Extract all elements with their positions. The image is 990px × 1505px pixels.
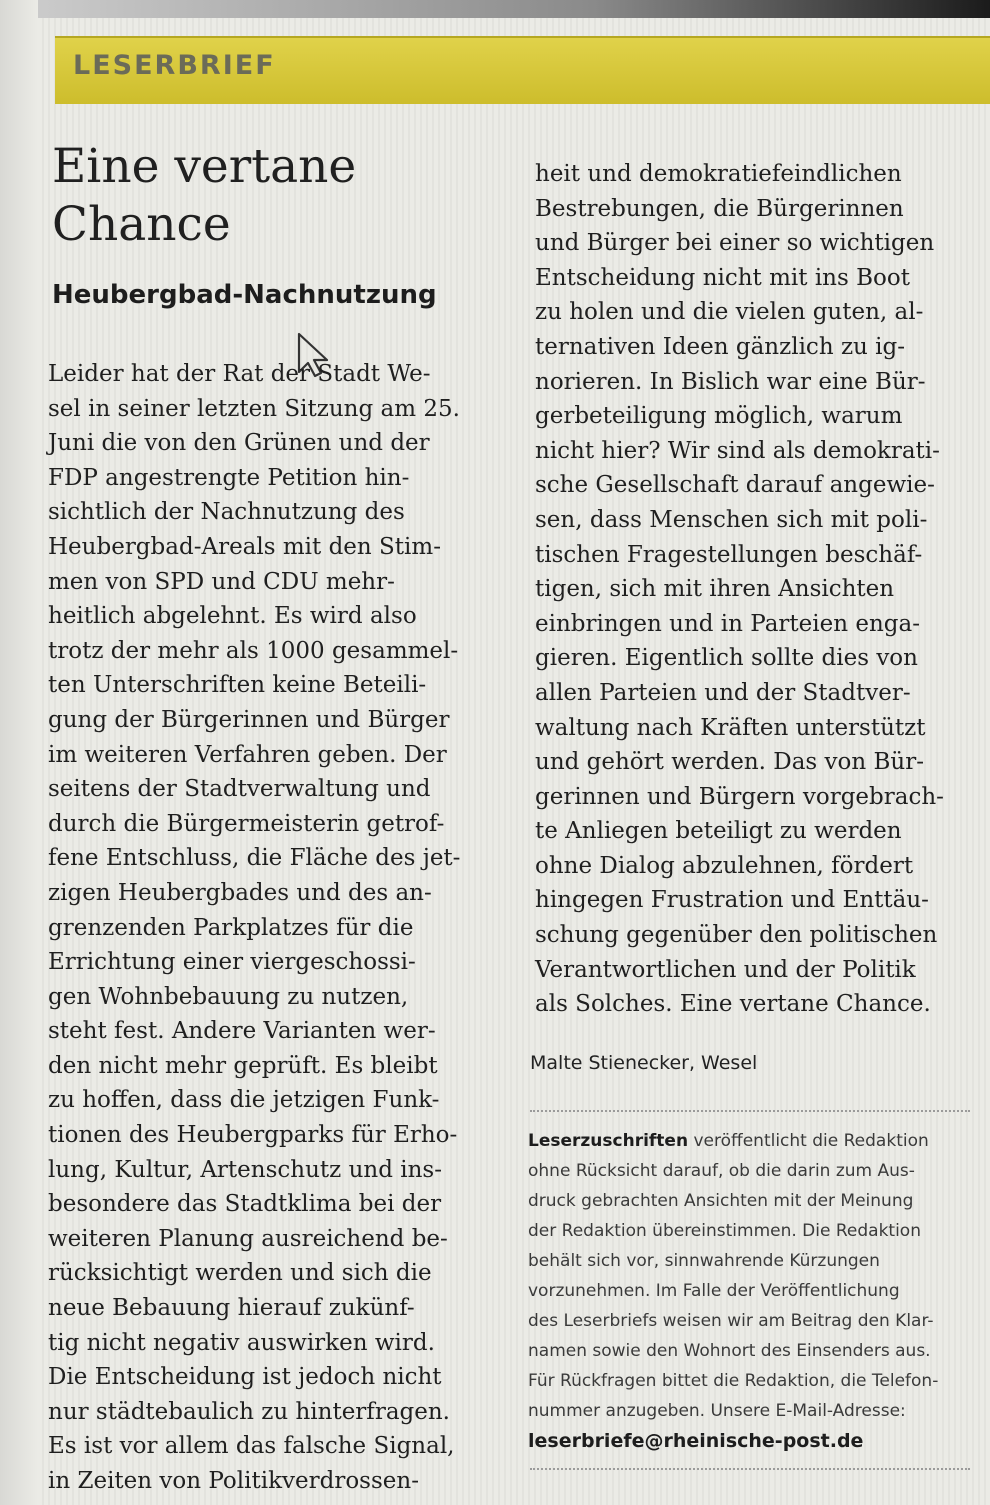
body-line: den nicht mehr geprüft. Es bleibt	[48, 1052, 438, 1079]
body-line: Leider hat der Rat der Stadt We-	[48, 361, 431, 387]
notice-line: ohne Rücksicht darauf, ob die darin zum Aus-	[528, 1161, 915, 1181]
notice-lead: Leserzuschriften	[528, 1131, 689, 1151]
body-line: in Zeiten von Politikverdrossen-	[48, 1468, 419, 1494]
body-line: gung der Bürgerinnen und Bürger	[48, 706, 450, 733]
notice-first-line	[528, 1126, 978, 1156]
body-line: gieren. Eigentlich sollte dies von	[535, 645, 918, 672]
body-line: tischen Fragestellungen beschäf-	[535, 541, 923, 568]
body-line: te Anliegen beteiligt zu werden	[535, 818, 902, 845]
body-line: Entscheidung nicht mit ins Boot	[535, 264, 910, 291]
body-line: und gehört werden. Das von Bür-	[535, 749, 924, 776]
body-line: als Solches. Eine vertane Chance.	[535, 991, 931, 1018]
notice-lines	[528, 1156, 978, 1426]
reader-letters-notice	[528, 1126, 978, 1456]
body-line: fene Entschluss, die Fläche des jet-	[48, 845, 461, 872]
body-line: hingegen Frustration und Enttäu-	[535, 887, 929, 914]
body-line: einbringen und in Parteien enga-	[535, 610, 920, 637]
body-line: und Bürger bei einer so wichtigen	[535, 230, 935, 257]
top-edge	[0, 0, 990, 18]
body-line: schung gegenüber den politischen	[535, 922, 938, 949]
notice-line: vorzunehmen. Im Falle der Veröffentlichung	[528, 1281, 900, 1301]
body-line: Es ist vor allem das falsche Signal,	[48, 1433, 455, 1460]
body-line: zigen Heubergbades und des an-	[48, 879, 432, 906]
body-line: rücksichtigt werden und sich die	[48, 1260, 432, 1287]
body-line: tig nicht negativ auswirken wird.	[48, 1329, 435, 1356]
body-line: Juni die von den Grünen und der	[48, 430, 430, 457]
notice-first-line-rest: veröffentlicht die Redaktion	[688, 1131, 929, 1151]
body-column-left	[48, 357, 518, 1499]
body-line: sichtlich der Nachnutzung des	[48, 499, 405, 526]
body-line: gen Wohnbebauung zu nutzen,	[48, 983, 409, 1010]
body-line: besondere das Stadtklima bei der	[48, 1191, 442, 1218]
body-line: tionen des Heubergparks für Erho-	[48, 1122, 458, 1149]
body-line: sen, dass Menschen sich mit poli-	[535, 506, 928, 533]
body-line: zu hoffen, dass die jetzigen Funk-	[48, 1087, 440, 1114]
subheadline: Heubergbad-Nachnutzung	[52, 280, 437, 310]
body-line: im weiteren Verfahren geben. Der	[48, 741, 447, 768]
body-column-right	[535, 157, 985, 1022]
body-line: sche Gesellschaft darauf angewie-	[535, 472, 935, 499]
headline	[52, 138, 502, 254]
body-line: Die Entscheidung ist jedoch nicht	[48, 1364, 442, 1391]
contact-email[interactable]: leserbriefe@rheinische-post.de	[528, 1430, 864, 1452]
body-line: Errichtung einer viergeschossi-	[48, 949, 416, 976]
notice-line: Für Rückfragen bittet die Redaktion, die Telefon-	[528, 1371, 939, 1391]
body-line: lung, Kultur, Artenschutz und ins-	[48, 1156, 442, 1183]
notice-line: namen sowie den Wohnort des Einsenders aus.	[528, 1341, 931, 1361]
body-line: ohne Dialog abzulehnen, fördert	[535, 852, 914, 879]
notice-line: des Leserbriefs weisen wir am Beitrag den Klar-	[528, 1311, 934, 1331]
body-line: zu holen und die vielen guten, al-	[535, 299, 924, 326]
section-label: LESERBRIEF	[73, 50, 276, 81]
body-line: FDP angestrengte Petition hin-	[48, 464, 410, 491]
body-line: nur städtebaulich zu hinterfragen.	[48, 1398, 450, 1425]
body-line: tigen, sich mit ihren Ansichten	[535, 576, 895, 603]
headline-line-1: Eine vertane	[52, 139, 357, 194]
body-line: steht fest. Andere Varianten wer-	[48, 1018, 436, 1045]
notice-line: behält sich vor, sinnwahrende Kürzungen	[528, 1251, 880, 1271]
headline-line-2: Chance	[52, 197, 231, 252]
divider-bottom	[530, 1468, 970, 1470]
body-line: neue Bebauung hierauf zukünf-	[48, 1295, 415, 1322]
body-line: ten Unterschriften keine Beteili-	[48, 672, 427, 699]
notice-line: der Redaktion übereinstimmen. Die Redaktion	[528, 1221, 921, 1241]
body-line: nicht hier? Wir sind als demokrati-	[535, 437, 940, 464]
body-line: waltung nach Kräften unterstützt	[535, 714, 926, 741]
notice-line: nummer anzugeben. Unsere E-Mail-Adresse:	[528, 1401, 906, 1421]
body-line: durch die Bürgermeisterin getrof-	[48, 810, 445, 837]
left-edge	[0, 0, 38, 1505]
notice-line: druck gebrachten Ansichten mit der Meinung	[528, 1191, 914, 1211]
divider-top	[530, 1110, 970, 1112]
body-line: Heubergbad-Areals mit den Stim-	[48, 533, 441, 560]
body-line: Bestrebungen, die Bürgerinnen	[535, 195, 904, 222]
section-banner	[55, 36, 990, 104]
body-line: gerbeteiligung möglich, warum	[535, 403, 903, 430]
body-line: Verantwortlichen und der Politik	[535, 956, 916, 983]
body-line: seitens der Stadtverwaltung und	[48, 776, 431, 803]
body-line: ternativen Ideen gänzlich zu ig-	[535, 333, 906, 360]
body-line: men von SPD und CDU mehr-	[48, 568, 395, 595]
body-line: weiteren Planung ausreichend be-	[48, 1225, 448, 1252]
body-line: heitlich abgelehnt. Es wird also	[48, 603, 417, 630]
author-signature: Malte Stienecker, Wesel	[530, 1052, 758, 1074]
body-line: gerinnen und Bürgern vorgebrach-	[535, 783, 944, 810]
body-line: norieren. In Bislich war eine Bür-	[535, 368, 926, 395]
body-line: allen Parteien und der Stadtver-	[535, 679, 911, 706]
body-line: heit und demokratiefeindlichen	[535, 161, 902, 187]
body-line: grenzenden Parkplatzes für die	[48, 914, 414, 941]
body-line: trotz der mehr als 1000 gesammel-	[48, 637, 459, 664]
body-line: sel in seiner letzten Sitzung am 25.	[48, 395, 460, 422]
